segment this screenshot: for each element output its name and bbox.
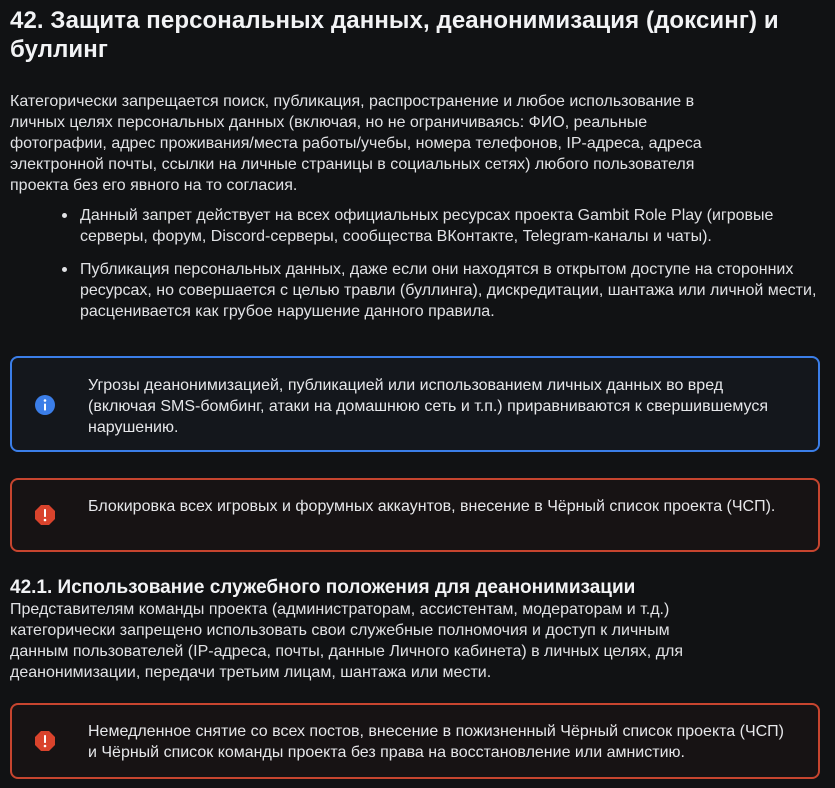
subsection-title: 42.1. Использование служебного положения для деанонимизации — [10, 577, 636, 598]
section-bullets — [10, 205, 822, 322]
subsection-text: Представителям команды проекта (администраторам, ассистентам, модераторам и т.д.) категорически запрещено использовать свои служебные полномочия и доступ к личным данным пользователей (IP-адреса, почты, данные Личного кабинета) в личных целях, для деанонимизации, передачи третьим лицам, шантажа или мести. — [10, 601, 684, 681]
info-callout — [10, 356, 820, 452]
rules-page — [10, 6, 822, 761]
warning-octagon-icon — [34, 730, 56, 752]
list-item: Публикация персональных данных, даже если они находятся в открытом доступе на сторонних ресурсах, но совершается с целью травли (буллинга), дискредитации, шантажа или личной мести, расценивается как грубое нарушение данного правила. — [53, 259, 822, 322]
penalty-callout-text: Блокировка всех игровых и форумных аккаунтов, внесение в Чёрный список проекта (ЧСП). — [88, 498, 776, 515]
section-title: 42. Защита персональных данных, деанонимизация (доксинг) и буллинг — [10, 7, 779, 63]
list-item: Данный запрет действует на всех официальных ресурсах проекта Gambit Role Play (игровые серверы, форум, Discord-серверы, сообщества ВКонтакте, Telegram-каналы и чаты). — [53, 205, 822, 247]
subsection-penalty-callout — [10, 703, 820, 779]
warning-octagon-icon — [34, 504, 56, 526]
penalty-callout — [10, 478, 820, 552]
section-intro: Категорически запрещается поиск, публикация, распространение и любое использование в личных целях персональных данных (включая, но не ограничиваясь: ФИО, реальные фотографии, адрес проживания/места работы/учебы, номера телефонов, IP-адреса, адреса электронной почты, ссылки на личные страницы в социальных сетях) любого пользователя проекта без его явного на то согласия. — [10, 93, 702, 194]
subsection-penalty-callout-text: Немедленное снятие со всех постов, внесение в пожизненный Чёрный список проекта (ЧСП) и Чёрный список команды проекта без права на восстановление или амнистию. — [88, 723, 784, 761]
info-callout-text: Угрозы деанонимизацией, публикацией или использованием личных данных во вред (включая SMS-бомбинг, атаки на домашнюю сеть и т.п.) приравниваются к свершившемуся нарушению. — [88, 377, 769, 436]
info-icon — [34, 394, 56, 416]
